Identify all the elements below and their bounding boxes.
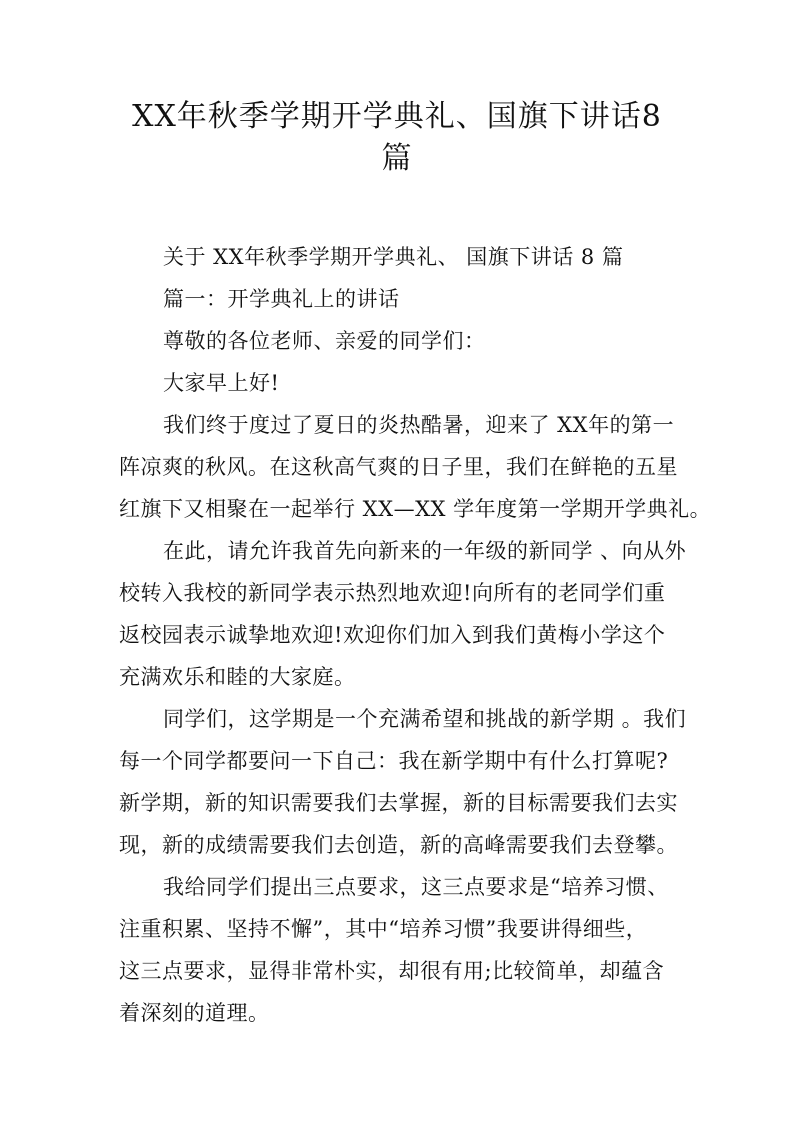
- paragraph-line: 充满欢乐和睦的大家庭。: [119, 665, 356, 689]
- paragraph-line: 红旗下又相聚在一起举行 XX—XX 学年度第一学期开学典礼。: [119, 497, 712, 521]
- paragraph-line: 我们终于度过了夏日的炎热酷暑，迎来了 XX年的第一: [163, 413, 675, 437]
- paragraph-line: 新学期，新的知识需要我们去掌握，新的目标需要我们去实: [119, 791, 678, 815]
- paragraph-line: 每一个同学都要问一下自己：我在新学期中有什么打算呢?: [119, 749, 669, 773]
- paragraph-line: 关于 XX年秋季学期开学典礼、 国旗下讲话 8 篇: [163, 245, 624, 269]
- paragraph-line: 现，新的成绩需要我们去创造，新的高峰需要我们去登攀。: [119, 833, 678, 857]
- title-line-2: 篇: [381, 141, 413, 176]
- title-line-1: XX年秋季学期开学典礼、国旗下讲话8: [132, 99, 662, 134]
- paragraph-line: 大家早上好!: [163, 371, 280, 395]
- paragraph-line: 阵凉爽的秋风。在这秋高气爽的日子里，我们在鲜艳的五星: [119, 455, 678, 479]
- paragraph-line: 着深刻的道理。: [119, 1001, 270, 1025]
- paragraph-line: 注重积累、坚持不懈”，其中“培养习惯”我要讲得细些，: [119, 917, 648, 941]
- paragraph-line: 返校园表示诚挚地欢迎!欢迎你们加入到我们黄梅小学这个: [119, 623, 666, 647]
- paragraph-line: 我给同学们提出三点要求，这三点要求是“培养习惯、: [163, 875, 669, 899]
- paragraph-line: 在此，请允许我首先向新来的一年级的新同学 、向从外: [163, 539, 687, 563]
- paragraph-line: 校转入我校的新同学表示热烈地欢迎!向所有的老同学们重: [119, 581, 666, 605]
- paragraph-line: 同学们，这学期是一个充满希望和挑战的新学期 。我们: [163, 707, 687, 731]
- paragraph-line: 尊敬的各位老师、亲爱的同学们：: [163, 329, 486, 353]
- paragraph-line: 这三点要求，显得非常朴实，却很有用;比较简单，却蕴含: [119, 959, 665, 983]
- paragraph-line: 篇一：开学典礼上的讲话: [163, 287, 400, 311]
- document-title: [100, 96, 694, 180]
- document-body: [119, 236, 712, 1034]
